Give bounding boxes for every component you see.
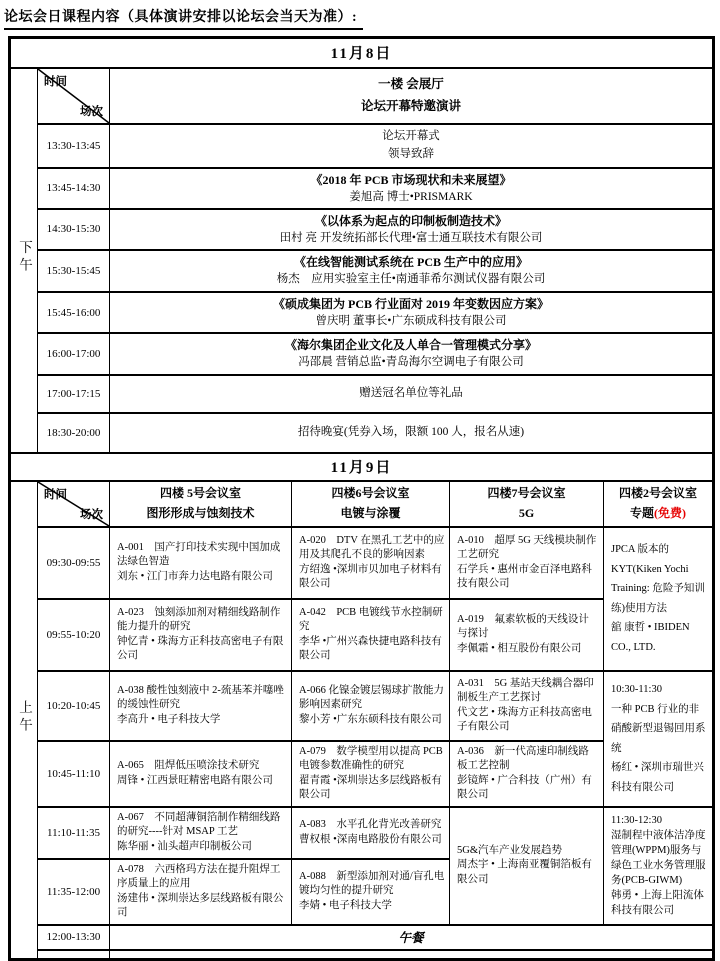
- time-cell: 13:30-13:45: [38, 124, 110, 168]
- session-title: 论坛开幕式: [382, 129, 440, 142]
- session-cell: [604, 527, 714, 671]
- session-speaker: 姜旭高 博士•PRISMARK: [349, 190, 473, 203]
- session-title: 赠送冠名单位等礼品: [359, 386, 463, 399]
- session-title: 《海尔集团企业文化及人单合一管理模式分享》: [284, 338, 537, 353]
- period-label: 下午: [17, 240, 32, 275]
- session-cell: [604, 671, 714, 807]
- session-cell: [110, 333, 714, 374]
- session-speaker: 田村 亮 开发统拓部长代理•富士通互联技术有限公司: [279, 231, 543, 244]
- session-speaker: 舘 康哲 • IBIDEN CO., LTD.: [611, 622, 690, 653]
- session-speaker: 杨杰 应用实验室主任•南通菲希尔测试仪器有限公司: [276, 273, 546, 286]
- session-cell: [110, 413, 714, 453]
- session-cell: [292, 807, 450, 859]
- free-badge: (免费): [654, 505, 686, 520]
- lunch-cell: 午餐: [110, 925, 714, 950]
- session-title: A-083 水平孔化背光改善研究: [299, 819, 442, 830]
- session-speaker: 周杰宇 • 上海南亚覆铜箔板有限公司: [457, 859, 592, 885]
- session-title: A-019 氟素软板的天线设计与探讨: [457, 613, 589, 640]
- session-cell: [110, 671, 292, 741]
- time-cell: 10:45-11:10: [38, 741, 110, 807]
- corner-label-session: 场次: [80, 508, 103, 521]
- session-title: 一种 PCB 行业的非硝酸新型退锡回用系统: [611, 703, 706, 754]
- session-speaker: 石学兵 • 惠州市金百泽电路科技有限公司: [457, 563, 592, 589]
- room-name: 四楼7号会议室: [487, 485, 566, 500]
- time-cell: 17:00-17:15: [38, 375, 110, 413]
- corner-label-session: 场次: [80, 105, 103, 118]
- room-topic: 5G: [518, 505, 535, 520]
- session-cell: [292, 599, 450, 671]
- session-speaker: 周锋 • 江西景旺精密电路有限公司: [117, 774, 273, 786]
- session-speaker: 曾庆明 董事长•广东硕成科技有限公司: [315, 315, 507, 327]
- time-cell: 18:30-20:00: [38, 413, 110, 453]
- session-title: A-001 国产打印技术实现中国加成法绿色智造: [117, 541, 281, 568]
- session-cell: [292, 671, 450, 741]
- session-cell: [110, 527, 292, 599]
- room-name: 四楼2号会议室: [618, 485, 697, 500]
- session-speaker: 代文艺 • 珠海方正科技高密电子有限公司: [457, 706, 592, 732]
- session-title: 《以体系为起点的印制板制造技术》: [314, 213, 507, 228]
- corner-label-time: 时间: [44, 75, 67, 88]
- venue-header: [110, 68, 714, 124]
- time-cell: 11:10-11:35: [38, 807, 110, 859]
- session-cell: [450, 671, 604, 741]
- page-title: 论坛会日课程内容（具体演讲安排以论坛会当天为准）:: [4, 6, 363, 30]
- session-speaker: 曹权根 •深南电路股份有限公司: [299, 833, 442, 845]
- session-title: A-042 PCB 电镀线节水控制研究: [299, 606, 443, 632]
- session-speaker: 李婧 • 电子科技大学: [299, 899, 392, 911]
- time-cell: 12:00-13:30: [38, 925, 110, 950]
- time-cell: 13:45-14:30: [38, 168, 110, 209]
- room-header-5: [110, 481, 292, 527]
- time-cell: 16:00-17:00: [38, 333, 110, 374]
- session-cell: [292, 859, 450, 925]
- session-cell: [604, 807, 714, 925]
- session-speaker: 方绍逸 •深圳市贝加电子材料有限公司: [299, 563, 442, 589]
- session-cell: [110, 292, 714, 333]
- time-cell: 14:30-15:30: [38, 209, 110, 250]
- session-title: JPCA 版本的 KYT(Kiken Yochi Training: 危险予知训练)使用方法: [611, 544, 705, 614]
- session-title: A-088 新型添加剂对通/盲孔电镀均匀性的提升研究: [299, 870, 445, 897]
- cutoff-row-content: [110, 950, 714, 960]
- session-speaker: 钟忆青 • 珠海方正科技高密电子有限公司: [117, 635, 284, 661]
- time-cell: 09:55-10:20: [38, 599, 110, 671]
- session-cell: [110, 741, 292, 807]
- room-header-7: [450, 481, 604, 527]
- corner-cell: [38, 481, 110, 527]
- session-title: A-031 5G 基站天线耦合器印制板生产工艺探讨: [457, 677, 594, 703]
- session-cell: [110, 209, 714, 250]
- session-title: A-010 超厚 5G 天线模块制作工艺研究: [457, 534, 597, 560]
- session-speaker: 李华 •广州兴森快捷电路科技有限公司: [299, 635, 442, 661]
- room-name: 四楼 5号会议室: [159, 485, 241, 500]
- session-cell: [110, 168, 714, 209]
- room-name: 四楼6号会议室: [331, 485, 410, 500]
- room-topic: 电镀与涂覆: [340, 505, 401, 520]
- room-topic: 图形形成与蚀刻技术: [146, 505, 255, 520]
- time-cell: 15:30-15:45: [38, 250, 110, 292]
- cutoff-row-time: [38, 950, 110, 960]
- session-title: A-038 酸性蚀刻液中 2-巯基苯并噻唑的缓蚀性研究: [117, 684, 284, 711]
- session-cell: [110, 599, 292, 671]
- session-cell: [292, 741, 450, 807]
- session-speaker: 黎小芳 •广东东硕科技有限公司: [299, 713, 442, 725]
- session-title: A-079 数学模型用以提高 PCB 电镀参数准确性的研究: [299, 745, 443, 771]
- session-title: A-036 新一代高速印制线路板工艺控制: [457, 745, 589, 771]
- session-speaker: 翟青霞 •深圳崇达多层线路板有限公司: [299, 774, 442, 800]
- session-cell: [110, 859, 292, 925]
- session-speaker: 刘东 • 江门市奔力达电路有限公司: [117, 570, 273, 582]
- session-title: A-078 六西格玛方法在提升阻焊工序质量上的应用: [117, 863, 281, 889]
- session-speaker: 韩勇 • 上海上阳流体科技有限公司: [611, 890, 704, 916]
- session-title: A-067 不同超薄铜箔制作精细线路的研究----针对 MSAP 工艺: [117, 811, 281, 838]
- session-cell: [110, 250, 714, 292]
- period-label: 上午: [17, 699, 32, 735]
- corner-label-time: 时间: [44, 488, 67, 501]
- session-speaker: 冯邵晨 营销总监•青岛海尔空调电子有限公司: [298, 356, 524, 369]
- schedule-table: [8, 36, 715, 961]
- time-cell: 10:20-10:45: [38, 671, 110, 741]
- session-title: A-020 DTV 在黑孔工艺中的应用及其爬孔不良的影响因素: [299, 534, 445, 560]
- session-cell: [450, 741, 604, 807]
- session-cell: [450, 527, 604, 599]
- room-header-2: [604, 481, 714, 527]
- session-title: 湿制程中液体洁净度管理(WPPM)服务与绿色工业水务管理服务(PCB-GIWM): [611, 830, 706, 886]
- date-header-nov9: 11月9日: [10, 453, 714, 481]
- session-speaker: 彭镜辉 • 广合科技（广州）有限公司: [457, 774, 592, 800]
- venue-line1: 一楼 会展厅: [378, 76, 444, 91]
- room-topic: 专题(免费): [629, 505, 686, 520]
- session-title: 《在线智能测试系统在 PCB 生产中的应用》: [293, 255, 528, 270]
- session-speaker: 李高升 • 电子科技大学: [117, 713, 221, 725]
- corner-cell: [38, 68, 110, 124]
- period-cell-morning: [10, 481, 38, 960]
- session-speaker: 领导致辞: [388, 147, 434, 160]
- session-title: 《硕成集团为 PCB 行业面对 2019 年变数因应方案》: [272, 297, 549, 311]
- session-speaker: 陈华丽 • 汕头超声印制板公司: [117, 840, 252, 852]
- session-title: 《2018 年 PCB 市场现状和未来展望》: [310, 172, 512, 187]
- session-title: A-023 蚀刻添加剂对精细线路制作能力提升的研究: [117, 606, 281, 632]
- time-cell: 09:30-09:55: [38, 527, 110, 599]
- time-cell: 15:45-16:00: [38, 292, 110, 333]
- session-time: 10:30-11:30: [611, 684, 662, 695]
- session-title: 5G&汽车产业发展趋势: [457, 844, 562, 856]
- session-cell: [110, 375, 714, 413]
- session-cell: [110, 124, 714, 168]
- session-title: A-066 化镍金镀层锡球扩散能力影响因素研究: [299, 684, 444, 711]
- session-speaker: 汤建伟 • 深圳崇达多层线路板有限公司: [117, 892, 284, 918]
- room-header-6: [292, 481, 450, 527]
- period-cell-afternoon: [10, 68, 38, 453]
- session-cell: [110, 807, 292, 859]
- session-title: A-065 阻焊低压喷涂技术研究: [117, 760, 260, 771]
- session-cell: [450, 807, 604, 925]
- session-title: 招待晚宴(凭券入场，限额 100 人，报名从速): [297, 425, 525, 438]
- session-cell: [292, 527, 450, 599]
- session-time: 11:30-12:30: [611, 815, 662, 826]
- session-speaker: 李佩霜 • 相互股份有限公司: [457, 642, 582, 654]
- session-speaker: 杨红 • 深圳市瑞世兴科技有限公司: [611, 762, 704, 793]
- date-header-nov8: 11月8日: [10, 38, 714, 68]
- venue-line2: 论坛开幕特邀演讲: [360, 98, 461, 113]
- session-cell: [450, 599, 604, 671]
- time-cell: 11:35-12:00: [38, 859, 110, 925]
